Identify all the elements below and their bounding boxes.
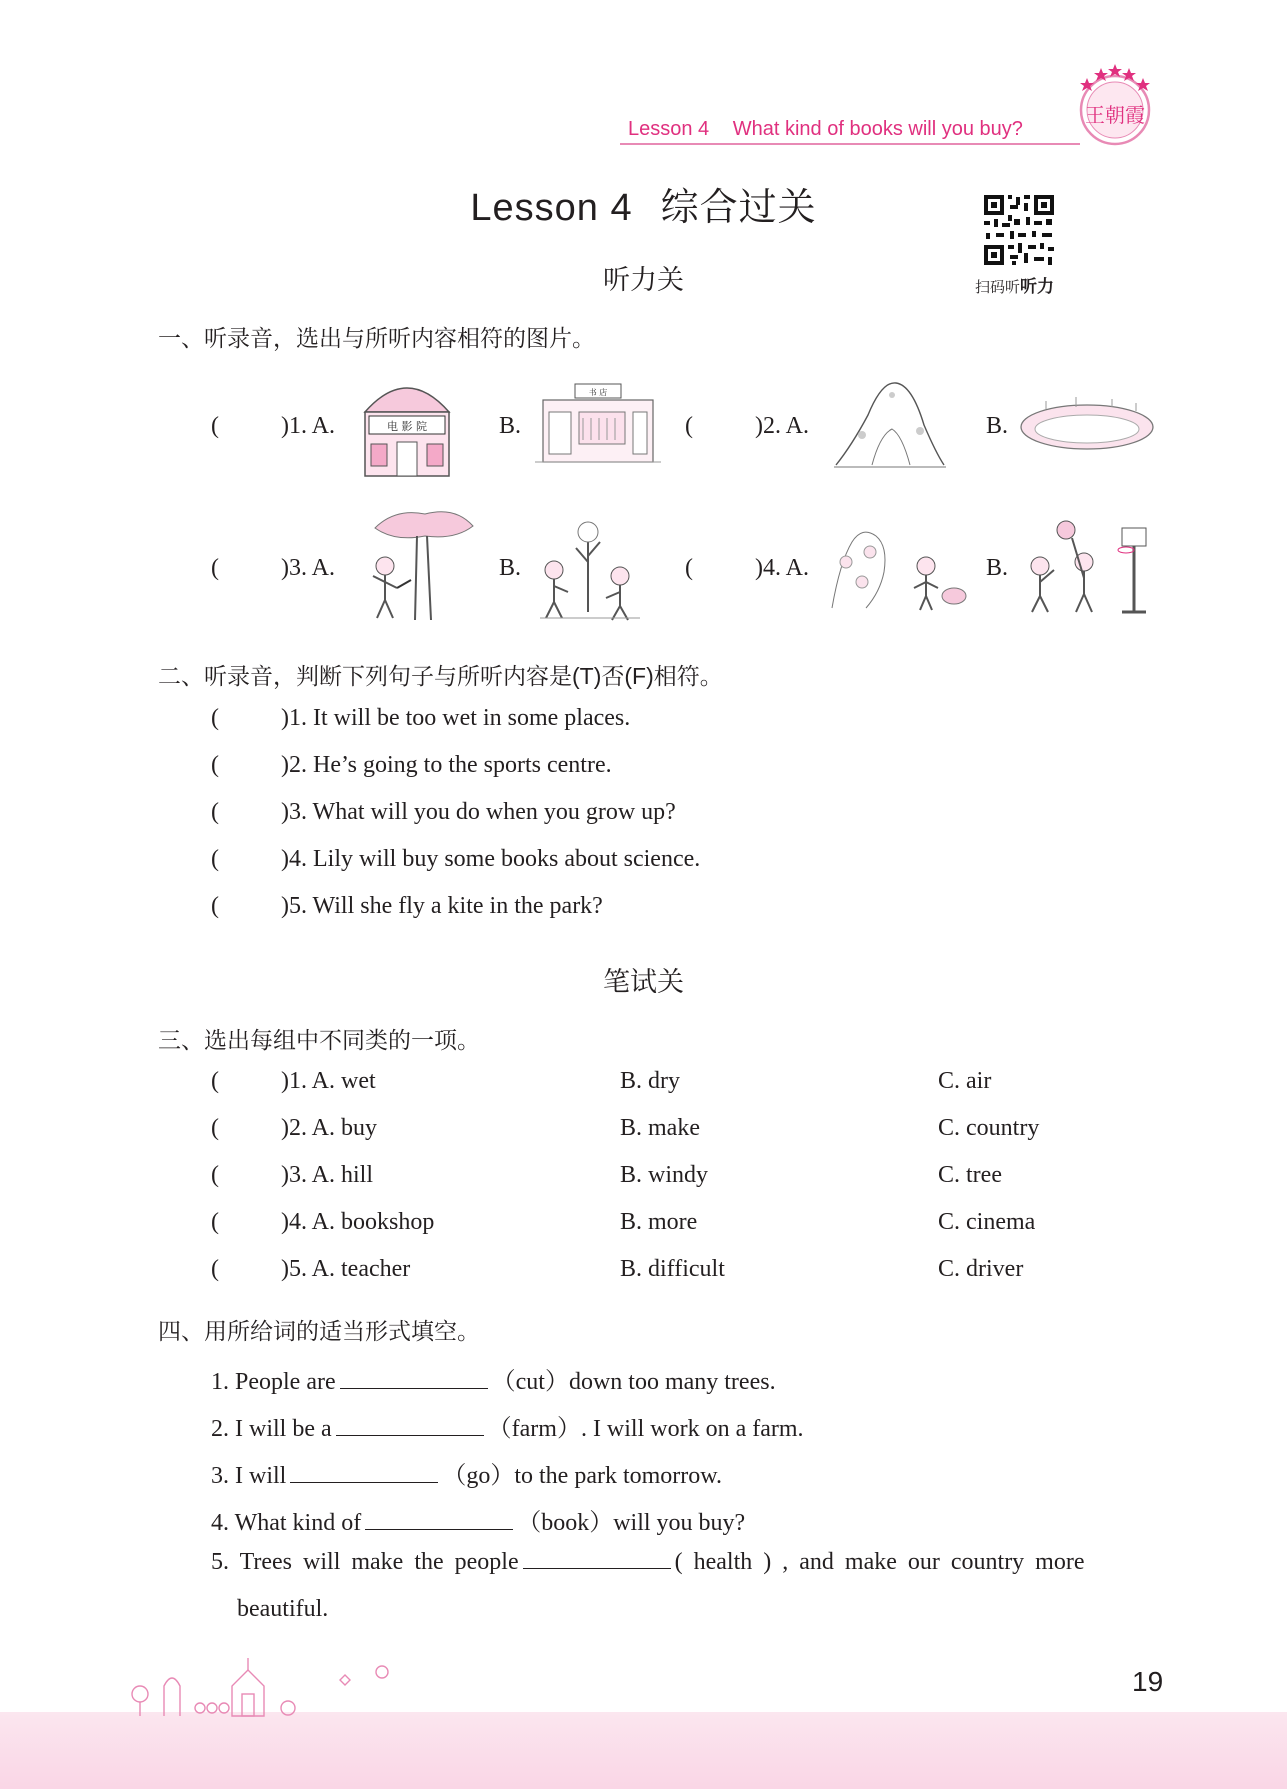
qr-code[interactable] [982,193,1056,267]
header-lesson: Lesson 4 [628,118,710,140]
section4-heading: 四、用所给词的适当形式填空。 [158,1318,480,1344]
s1-q1-b-label: B. [499,413,522,439]
section2-heading: 二、听录音，判断下列句子与所听内容是(T)否(F)相符。 [158,663,723,689]
bookshop-picture [533,382,663,473]
s3-item-2-b: B. make [620,1115,700,1141]
hill-picture [832,375,948,476]
s1-q3-b-label: B. [499,555,522,581]
s1-q3: ( )3. A. [211,555,335,581]
s4-item-3: 3. I will （go）to the park tomorrow. [211,1463,723,1489]
running-header [628,118,1041,141]
svg-text:书 店: 书 店 [588,388,608,397]
children-playing-basketball-picture [1022,518,1162,619]
s2-item-4: ( )4. Lily will buy some books about science. [211,846,701,872]
header-topic: What kind of books will you buy? [732,118,1023,140]
lake-picture [1016,395,1158,460]
answer-blank[interactable] [365,1528,513,1530]
s3-item-3-c: C. tree [938,1162,1002,1188]
section1-heading: 一、听录音，选出与所听内容相符的图片。 [158,325,595,351]
answer-blank[interactable] [523,1567,671,1569]
page-number: 19 [1132,1666,1164,1697]
qr-caption: 扫码听听力 [975,277,1055,296]
s3-item-2: ( )2. A. buy [211,1115,377,1141]
s3-item-3: ( )3. A. hill [211,1162,374,1188]
s1-q2: ( )2. A. [685,413,809,439]
header-rule [620,143,1080,145]
s1-q4-b-label: B. [986,555,1009,581]
boy-cutting-tree-picture [355,506,479,629]
s1-q4: ( )4. A. [685,555,809,581]
svg-text:王朝霞: 王朝霞 [1085,103,1145,127]
s3-item-1-b: B. dry [620,1068,680,1094]
footer-illustration [120,1650,400,1725]
s2-item-3: ( )3. What will you do when you grow up? [211,799,676,825]
answer-blank[interactable] [290,1481,438,1483]
cinema-picture [357,372,457,485]
answer-blank[interactable] [336,1434,484,1436]
s3-item-5: ( )5. A. teacher [211,1256,411,1282]
answer-blank[interactable] [340,1387,488,1389]
s3-item-1: ( )1. A. wet [211,1068,376,1094]
children-planting-tree-picture [532,512,644,627]
s3-item-1-c: C. air [938,1068,992,1094]
s4-item-1: 1. People are （cut）down too many trees. [211,1369,776,1395]
writing-heading: 笔试关 [603,967,684,997]
s1-q1: ( )1. A. [211,413,335,439]
s4-item-5-continuation: beautiful. [237,1596,329,1622]
s3-item-4-b: B. more [620,1209,698,1235]
s2-item-5: ( )5. Will she fly a kite in the park? [211,893,603,919]
svg-text:电 影 院: 电 影 院 [387,420,427,433]
s4-item-4: 4. What kind of （book）will you buy? [211,1510,746,1536]
s4-item-5: 5. Trees will make the people ( health ) , and make our country more [211,1549,1085,1575]
brand-logo [1075,62,1155,150]
s4-item-2: 2. I will be a （farm）. I will work on a farm. [211,1416,804,1442]
s2-item-2: ( )2. He’s going to the sports centre. [211,752,612,778]
s2-item-1: ( )1. It will be too wet in some places. [211,705,631,731]
section3-heading: 三、选出每组中不同类的一项。 [158,1027,480,1053]
page-title: Lesson 4 综合过关 [470,187,817,229]
s3-item-3-b: B. windy [620,1162,709,1188]
girl-in-park-picture [826,522,968,617]
s1-q2-b-label: B. [986,413,1009,439]
s3-item-4-c: C. cinema [938,1209,1036,1235]
s3-item-5-b: B. difficult [620,1256,725,1282]
listening-heading: 听力关 [603,265,684,295]
s3-item-4: ( )4. A. bookshop [211,1209,435,1235]
s3-item-5-c: C. driver [938,1256,1024,1282]
s3-item-2-c: C. country [938,1115,1040,1141]
